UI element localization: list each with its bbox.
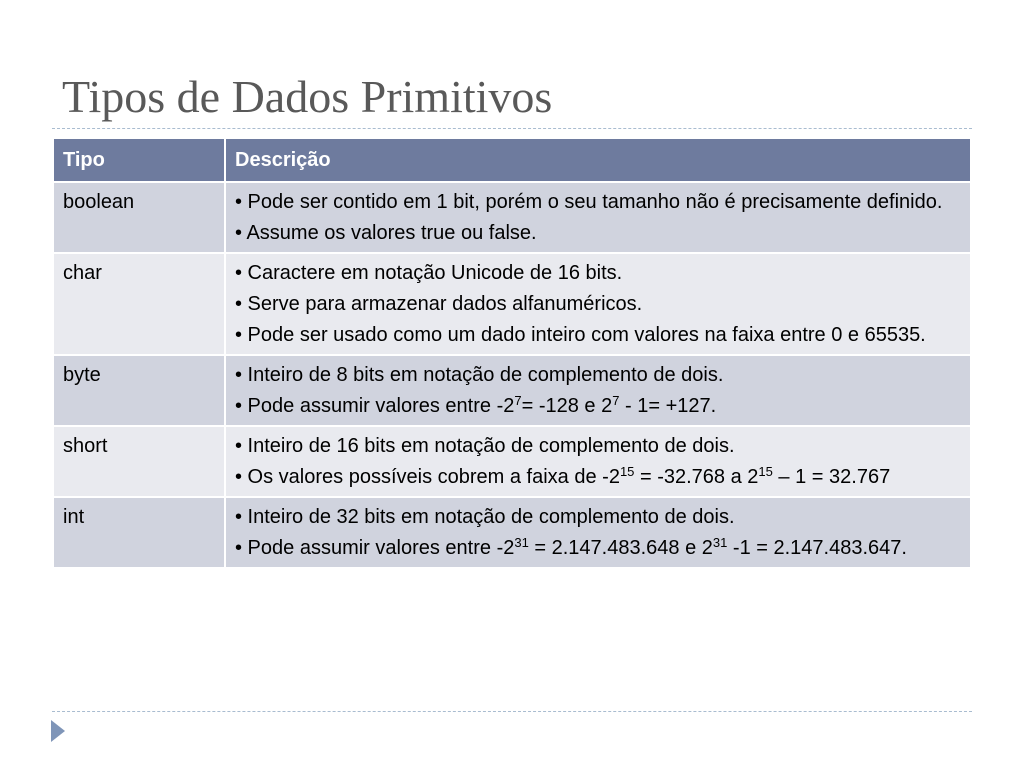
description-cell — [225, 355, 971, 426]
title-divider — [52, 128, 972, 129]
exponent: 15 — [619, 464, 635, 479]
header-descricao: Descrição — [225, 138, 971, 182]
description-cell — [225, 426, 971, 497]
exponent: 7 — [514, 393, 522, 408]
description-line — [235, 391, 961, 422]
description-line — [235, 533, 961, 564]
play-arrow-icon — [51, 720, 65, 742]
type-cell: char — [53, 253, 225, 355]
description-line: • Inteiro de 16 bits em notação de complemento de dois. — [235, 435, 735, 457]
description-line: • Inteiro de 8 bits em notação de complemento de dois. — [235, 364, 724, 386]
exponent: 7 — [612, 393, 620, 408]
text-segment: = 2.147.483.648 e 2 — [528, 537, 713, 559]
text-segment: • Pode assumir valores entre -2 — [235, 537, 515, 559]
text-segment: • Os valores possíveis cobrem a faixa de -2 — [235, 466, 620, 488]
type-cell: byte — [53, 355, 225, 426]
text-segment: = -32.768 a 2 — [634, 466, 759, 488]
description-line: • Pode ser contido em 1 bit, porém o seu tamanho não é precisamente definido. — [235, 191, 943, 213]
slide-title: Tipos de Dados Primitivos — [62, 71, 553, 122]
table-row — [53, 426, 971, 497]
description-cell — [225, 497, 971, 568]
description-line — [235, 462, 961, 493]
type-cell: int — [53, 497, 225, 568]
description-cell — [225, 253, 971, 355]
text-segment: = -128 e 2 — [521, 395, 613, 417]
description-cell — [225, 182, 971, 253]
text-segment: – 1 = 32.767 — [772, 466, 891, 488]
description-line: • Inteiro de 32 bits em notação de complemento de dois. — [235, 506, 735, 528]
data-types-table — [52, 137, 972, 569]
table-row — [53, 253, 971, 355]
table-row — [53, 182, 971, 253]
description-line: • Pode ser usado como um dado inteiro com valores na faixa entre 0 e 65535. — [235, 324, 926, 346]
description-line: • Caractere em notação Unicode de 16 bits. — [235, 262, 623, 284]
type-cell: short — [53, 426, 225, 497]
text-segment: -1 = 2.147.483.647. — [727, 537, 907, 559]
footer-divider — [52, 711, 972, 712]
exponent: 31 — [712, 535, 728, 550]
table-header-row — [53, 138, 971, 182]
exponent: 31 — [514, 535, 529, 550]
table-row — [53, 497, 971, 568]
exponent: 15 — [758, 464, 773, 479]
header-tipo: Tipo — [53, 138, 225, 182]
text-segment: • Pode assumir valores entre -2 — [235, 395, 515, 417]
text-segment: - 1= +127. — [619, 395, 717, 417]
type-cell: boolean — [53, 182, 225, 253]
table-row — [53, 355, 971, 426]
description-line: • Serve para armazenar dados alfanuméricos. — [235, 293, 643, 315]
description-line: • Assume os valores true ou false. — [235, 222, 537, 244]
